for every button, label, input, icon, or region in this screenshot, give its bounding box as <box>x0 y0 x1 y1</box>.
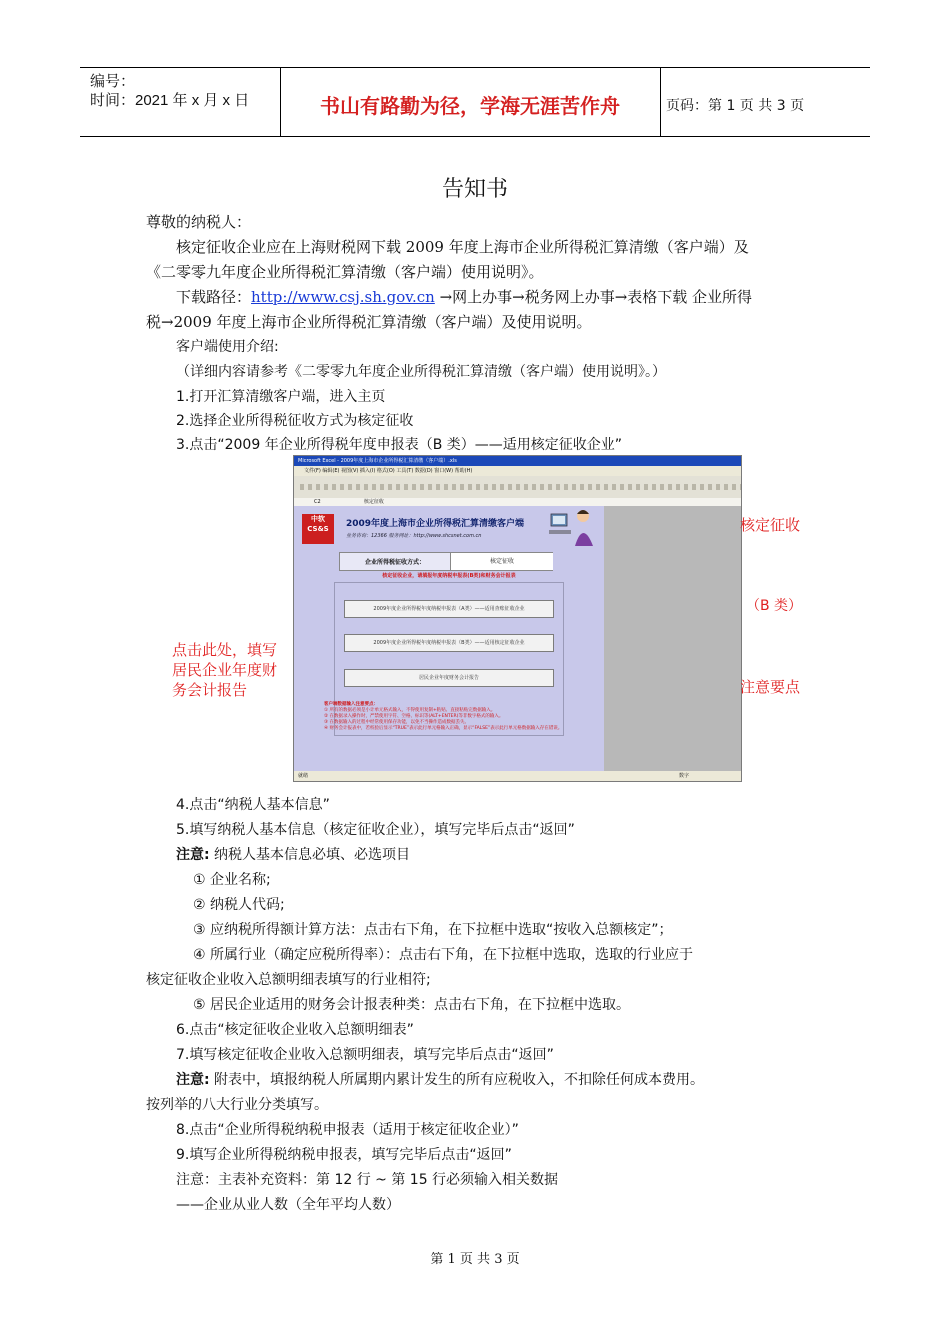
financial-report-button[interactable]: 居民企业年度财务会计报告 <box>344 669 554 687</box>
required-item-5: ⑤ 居民企业适用的财务会计报表种类：点击右下角，在下拉框中选取。 <box>193 997 630 1013</box>
input-note: ③ 在数据输入的过程中经常使用保存功能，以免不当操作造成数据丢失。 <box>324 720 469 725</box>
client-sheet <box>294 506 604 771</box>
reference-note: （详细内容请参考《二零零九年度企业所得税汇算清缴（客户端）使用说明》。） <box>176 364 666 380</box>
paragraph-1-line-1: 核定征收企业应在上海财税网下载 2009 年度上海市企业所得税汇算清缴（客户端）及 <box>176 238 749 256</box>
download-path-line-2: 税→2009 年度上海市企业所得税汇算清缴（客户端）及使用说明。 <box>146 313 592 331</box>
client-screenshot <box>293 455 742 782</box>
input-note: ② 在数据录入操作时，严禁使用字符、空格、标识等(ALT+ENTER)等非数字格式的输入。 <box>324 714 504 719</box>
input-note: ④ 财务会计报表中，若校验后显示“TRUE”表示此行单元格输入正确，显示“FALSE”表示此行单元格数据输入存在错误。 <box>324 726 563 731</box>
paragraph-1-line-2: 《二零零九年度企业所得税汇算清缴（客户端）使用说明》。 <box>146 263 544 281</box>
header-motto: 书山有路勤为径，学海无涯苦作舟 <box>320 94 620 118</box>
excel-toolbar <box>294 476 741 498</box>
client-app-title: 2009年度上海市企业所得税汇算清缴客户端 <box>346 519 525 529</box>
required-item-4-cont: 核定征收企业收入总额明细表填写的行业相符; <box>146 972 431 988</box>
left-callout: 点击此处，填写 居民企业年度财 务会计报告 <box>172 641 278 699</box>
greeting: 尊敬的纳税人： <box>146 213 252 231</box>
header-meta <box>90 72 280 110</box>
input-notes <box>324 702 594 732</box>
step-7: 7.填写核定征收企业收入总额明细表，填写完毕后点击“返回” <box>176 1047 554 1063</box>
collection-method-select[interactable]: 核定征收 <box>450 553 553 570</box>
input-note: ① 所有的数据必须是小计单元格式输入，不得使用复制+粘贴、直接粘贴完数据输入。 <box>324 708 496 713</box>
excel-title-bar: Microsoft Excel - 2009年度上海市企业所得税汇算清缴（客户端）.xls <box>294 456 741 466</box>
method-warning: 核定征收企业，请填报年度纳税申报表(B类)和财务会计报表 <box>382 573 516 579</box>
report-b-button[interactable]: 2009年度企业所得税年度纳税申报表（B类）——适用核定征收企业 <box>344 634 554 652</box>
report-a-button[interactable]: 2009年度企业所得税年度纳税申报表（A类）——适用查账征收企业 <box>344 600 554 618</box>
right-callout-method: 核定征收 <box>740 516 801 534</box>
step-1: 1.打开汇算清缴客户端，进入主页 <box>176 389 386 405</box>
required-item-3: ③ 应纳税所得额计算方法：点击右下角，在下拉框中选取“按收入总额核定”； <box>193 922 673 938</box>
note-1 <box>176 845 410 865</box>
step-5: 5.填写纳税人基本信息（核定征收企业），填写完毕后点击“返回” <box>176 822 575 838</box>
right-callout-b-type: （B 类） <box>746 598 803 614</box>
excel-menu-bar: 文件(F) 编辑(E) 视图(V) 插入(I) 格式(O) 工具(T) 数据(D) 窗口(W) 帮助(H) <box>294 466 741 476</box>
header-divider <box>660 68 661 136</box>
download-label: 下载路径： <box>176 288 252 306</box>
note-2 <box>176 1070 704 1090</box>
required-item-2: ② 纳税人代码; <box>193 897 285 913</box>
step-2: 2.选择企业所得税征收方式为核定征收 <box>176 413 414 429</box>
input-notes-title: 客户端数据输入注意要点： <box>324 702 378 707</box>
client-hotline: 业务咨询：12366 服务网址：http://www.shcsnet.com.cn <box>346 533 482 539</box>
page-footer: 第 1 页 共 3 页 <box>430 1252 520 1267</box>
header-time: 时间：2021 年 x 月 x 日 <box>90 92 250 109</box>
excel-formula-bar <box>294 498 741 506</box>
excel-status-bar <box>294 771 741 781</box>
operator-illustration-icon <box>549 506 599 548</box>
download-path-rest: →网上办事→税务网上办事→表格下载 企业所得 <box>434 288 753 306</box>
step-9: 9.填写企业所得税纳税申报表，填写完毕后点击“返回” <box>176 1147 512 1163</box>
status-num: 数字 <box>679 773 690 779</box>
page-title: 告知书 <box>441 177 508 202</box>
paragraph-download-path <box>176 287 752 307</box>
collection-method-row <box>339 552 553 571</box>
page-header <box>80 67 870 137</box>
step-3: 3.点击“2009 年企业所得税年度申报表（B 类）——适用核定征收企业” <box>176 437 622 453</box>
step-6: 6.点击“核定征收企业收入总额明细表” <box>176 1022 414 1038</box>
required-item-1: ① 企业名称; <box>193 872 271 888</box>
download-link[interactable]: http://www.csj.sh.gov.cn <box>251 288 435 306</box>
step-4: 4.点击“纳税人基本信息” <box>176 797 330 813</box>
required-item-4: ④ 所属行业（确定应税所得率）：点击右下角，在下拉框中选取，选取的行业应于 <box>193 947 693 963</box>
right-callout-notes: 注意要点 <box>740 678 801 696</box>
note-2-text: 附表中，填报纳税人所属期内累计发生的所有应税收入，不扣除任何成本费用。 <box>209 1072 705 1088</box>
note-3-cont: ——企业从业人数（全年平均人数） <box>176 1197 400 1213</box>
step-8: 8.点击“企业所得税纳税申报表（适用于核定征收企业）” <box>176 1122 519 1138</box>
cell-reference: C2 <box>314 499 321 505</box>
note-2-label: 注意: <box>176 1072 210 1088</box>
note-1-label: 注意: <box>176 847 210 863</box>
header-number: 编号： <box>90 73 136 90</box>
sheet-empty-area <box>604 506 741 771</box>
note-2-cont: 按列举的八大行业分类填写。 <box>146 1097 328 1113</box>
client-intro: 客户端使用介绍: <box>176 339 279 355</box>
note-3: 注意：主表补充资料：第 12 行 ~ 第 15 行必须输入相关数据 <box>176 1172 559 1188</box>
status-ready: 就绪 <box>298 773 309 779</box>
header-page-info: 页码：第 1 页 共 3 页 <box>666 98 805 114</box>
csas-logo: 中软 CS&S <box>302 514 334 544</box>
collection-method-label: 企业所得税征收方式： <box>364 559 425 566</box>
cell-value: 核定征收 <box>363 499 384 505</box>
note-1-text: 纳税人基本信息必填、必选项目 <box>209 847 411 863</box>
